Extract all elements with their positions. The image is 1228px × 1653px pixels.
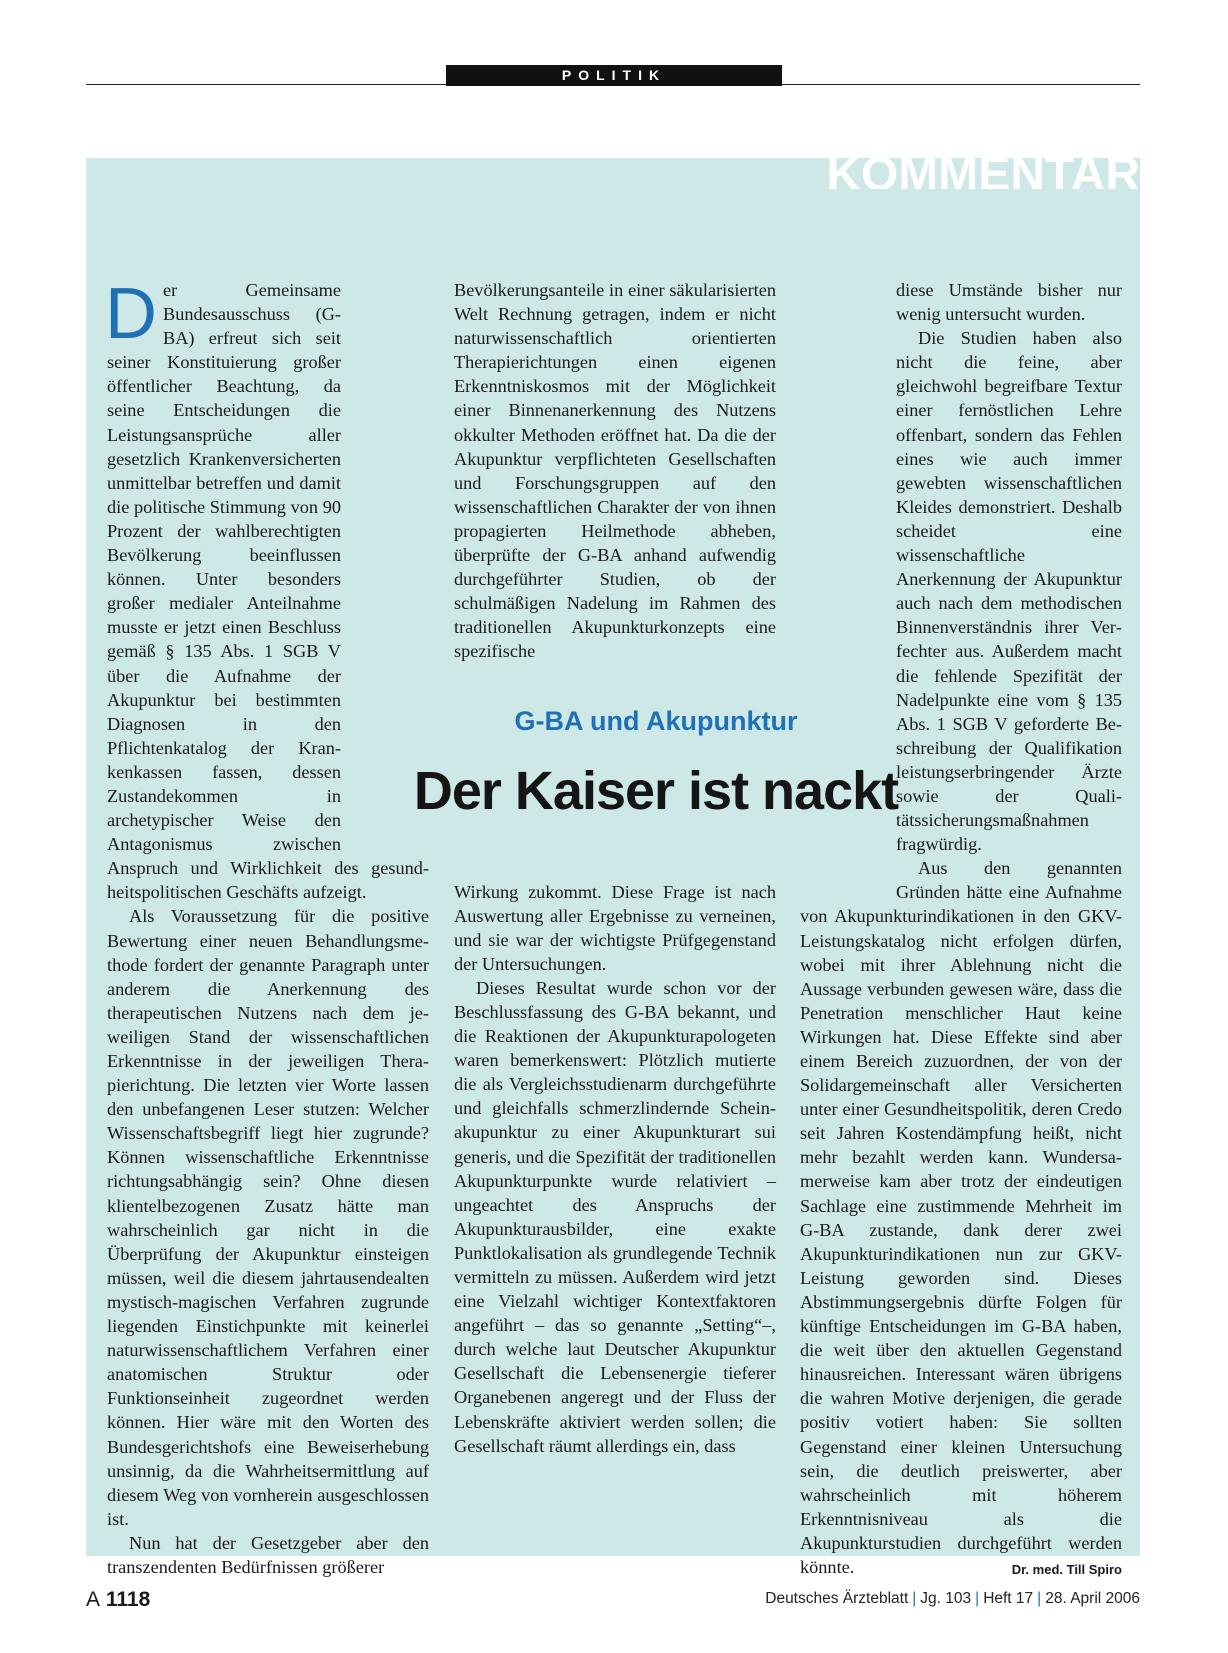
paragraph: Die Studien haben also nicht die feine, aber gleichwohl begreifbare Textur einer fernöstlichen Lehre offenbart, sondern das Fehlen eines wie auch immer gewebten wissenschaftlichen Kleides demonstriert. Deshalb scheidet eine wissenschaftliche Anerkennung der Akupunktur auch nach dem methodischen Binnenverständnis ihrer Verfechter aus. Außerdem macht die fehlende Spezifität der Nadelpunkte eine vom § 135 Abs. 1 SGB V geforderte Beschreibung der Qualifikation leistungserbringender Ärzte sowie der Qualitätssicherungsmaßnahmen fragwürdig. [896,328,1122,855]
article-column-3 [800,278,1122,1582]
paragraph: Wirkung zukommt. Diese Frage ist nach Auswertung aller Ergebnisse zu verneinen, und sie war der wichtigste Prüfgegenstand der Untersuchungen. [454,881,776,974]
separator: | [912,1590,917,1607]
section-label: POLITIK [446,65,782,86]
separator: | [975,1590,980,1607]
folio-prefix: A [86,1588,101,1611]
journal-name: Deutsches Ärzteblatt [765,1590,909,1607]
commentary-panel [86,148,1140,1577]
headline: Der Kaiser ist nackt [413,761,899,821]
panel-label: KOMMENTAR [826,148,1140,189]
headline-block [346,703,966,823]
page-number [86,1588,150,1612]
issue: Heft 17 [983,1590,1034,1607]
article-column-2 [454,278,776,1458]
date: 28. April 2006 [1045,1590,1140,1607]
article-column-1 [105,274,429,1579]
folio-number: 1118 [105,1588,151,1611]
paragraph: diese Umstände bisher nur wenig untersucht wurden. [896,280,1122,325]
kicker: G-BA und Akupunktur [514,706,798,736]
volume: Jg. 103 [920,1590,972,1607]
paragraph: Nun hat der Gesetzgeber aber den transzendenten Bedürfnissen größerer [107,1532,429,1577]
paragraph: Bevölkerungsanteile in einer säkularisierten Welt Rechnung getragen, indem er nicht naturwissenschaftlich orientierten Therapierichtungen einen eigenen Erkenntniskosmos mit der Möglichkeit einer Binnenanerkennung des Nutzens okkulter Methoden eröffnet hat. Da die der Akupunktur verpflichteten Gesellschaften und Forschungsgruppen auf den wissenschaftlichen Charakter der von ihnen propagierten Heilmethode abheben, überprüfte der G-BA anhand aufwendig durchgeführter Studien, ob der schulmäßigen Nadelung im Rahmen des traditionellen Akupunkturkonzepts eine spezifische [454,280,776,662]
paragraph: Der Gemeinsame Bundesausschuss (G-BA) erfreut sich seit seiner Konstituierung großer öffentlicher Beachtung, da seine Entscheidungen die Leistungsansprüche aller gesetzlich Krankenversicherten unmittelbar betreffen und damit die politische Stimmung von 90 Prozent der wahlberechtigten Bevölkerung beeinflussen können. Unter besonders großer medialer Anteilnahme musste er jetzt einen Beschluss gemäß § 135 Abs. 1 SGB V über die Aufnahme der Akupunktur bei bestimmten Diagnosen in den Pflichtenkatalog der Krankenkassen fassen, dessen Zustandekommen in archetypischer Weise den Antagonismus zwischen Anspruch und Wirklichkeit des gesundheitspolitischen Geschäfts aufzeigt. [105,274,429,903]
paragraph: Aus den genannten Gründen hätte eine Aufnahme von Akupunkturindikationen in den GKV-Leistungskatalog nicht erfolgen dürfen, wobei mit ihrer Ablehnung nicht die Aussage verbunden gewesen wäre, dass die Penetration menschlicher Haut keine Wirkungen hat. Diese Effekte sind aber einem Bereich zuzuordnen, der von der Solidargemeinschaft aller Versicherten unter einer Gesundheitspolitik, deren Credo seit Jahren Kostendämpfung heißt, nicht mehr bezahlt werden kann. Wundersamerweise kam aber trotz der eindeutigen Sachlage eine zustimmende Mehrheit im G-BA zustande, dank derer zwei Akupunkturindikationen nun zur GKV-Leistung geworden sind. Dieses Abstimmungsergebnis dürfte Folgen für künftige Entscheidungen im G-BA haben, die weit über den aktuellen Gegenstand hinausreichen. Interessant wären übrigens die wahren Motive derjenigen, die gerade positiv votiert haben: Sie sollten Gegenstand einer kleinen Untersuchung sein, die deutlich preiswerter, aber wahrscheinlich mit höherem Erkenntnisniveau als die Akupunkturstudien durchgeführt werden könnte. Dr. med. Till Spiro [800,856,1122,1579]
author-signature: Dr. med. Till Spiro [1011,1561,1122,1577]
separator: | [1037,1590,1042,1607]
drop-cap: D [105,274,157,354]
paragraph: Dieses Resultat wurde schon vor der Beschlussfassung des G-BA bekannt, und die Reaktionen der Akupunkturapologeten waren bemerkenswert: Plötzlich mutierte die als Vergleichsstudienarm durchgeführte und gleichfalls schmerzlindernde Scheinakupunktur zu einer Akupunkturart sui generis, und die Spezifität der traditionellen Akupunkturpunkte wurde relativiert – ungeachtet des Anspruchs der Akupunkturausbilder, eine exakte Punktlokalisation als grundlegende Technik vermitteln zu müssen. Außerdem wird jetzt eine Vielzahl wichtiger Kontextfaktoren angeführt – das so genannte „Setting“–, durch welche laut Deutscher Akupunktur Gesellschaft die Lebensenergie tieferer Organebenen angeregt und der Fluss der Lebenskräfte aktiviert werden sollen; die Gesellschaft räumt allerdings ein, dass [454,977,776,1456]
paragraph: Als Voraussetzung für die positive Bewertung einer neuen Behandlungsmethode fordert der genannte Paragraph unter anderem die Anerkennung des therapeutischen Nutzens nach dem jeweiligen Stand der wissenschaftlichen Erkenntnisse in der jeweiligen Therapierichtung. Die letzten vier Worte lassen den unbefangenen Leser stutzen: Welcher Wissenschaftsbegriff liegt hier zugrunde? Können wissenschaftliche Erkenntnisse richtungsabhängig sein? Ohne diesen klientelbezogenen Zusatz hätte man wahrscheinlich gar nicht in die Überprüfung der Akupunktur einsteigen müssen, weil die diesem jahrtausendealten mystisch-magischen Verfahren zugrunde liegenden Einstichpunkte mit keinerlei naturwissenschaftlichem Verfahren einer anatomischen Struktur oder Funktionseinheit zugeordnet werden können. Hier wäre mit den Worten des Bundesgerichtshofs eine Beweiserhebung unsinnig, da die Wahrheitsermittlung auf diesem Weg von vornherein ausgeschlossen ist. [107,906,429,1529]
journal-info [765,1590,1140,1608]
